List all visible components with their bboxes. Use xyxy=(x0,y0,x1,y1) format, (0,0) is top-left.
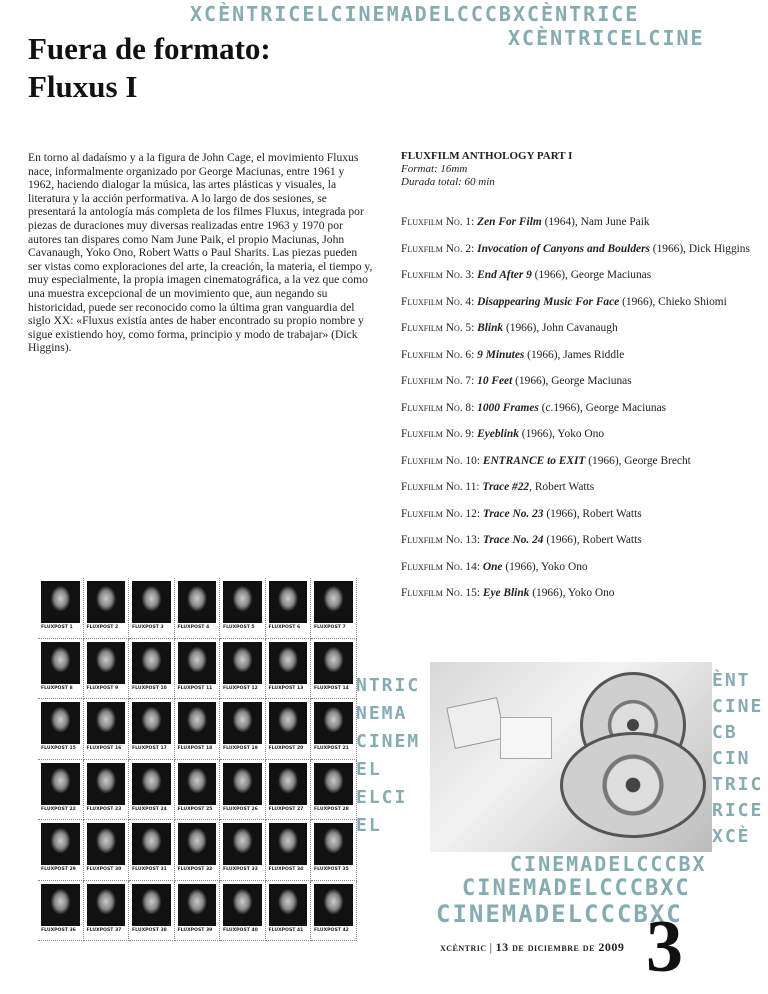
decor-text: CINEMADELCCCBX xyxy=(510,852,707,876)
film-item xyxy=(401,242,750,269)
stamp-label: FLUXPOST 33 xyxy=(223,867,258,872)
stamp-label: FLUXPOST 34 xyxy=(268,867,304,872)
film-details: (1966), George Maciunas xyxy=(531,269,652,281)
stamp-label: FLUXPOST 41 xyxy=(268,927,304,933)
portrait-image xyxy=(269,642,308,684)
portrait-image xyxy=(41,642,80,684)
film-details: (c.1966), George Maciunas xyxy=(538,401,667,414)
portrait-image xyxy=(269,884,308,926)
film-title: Trace No. 23 xyxy=(482,507,544,520)
film-details: (1966), Robert Watts xyxy=(543,507,642,520)
film-details: (1964), Nam June Paik xyxy=(541,216,650,228)
portrait-image xyxy=(132,642,171,684)
film-number: Fluxfilm No. 1: xyxy=(401,216,478,228)
film-number: Fluxfilm No. 14: xyxy=(401,560,483,573)
fluxpost-stamp xyxy=(220,578,266,639)
film-details: (1966), Dick Higgins xyxy=(649,242,750,255)
fluxpost-stamp xyxy=(266,760,312,821)
portrait-image xyxy=(87,702,126,744)
program-info xyxy=(401,150,572,189)
film-details: (1966), James Riddle xyxy=(524,348,625,361)
footer xyxy=(440,940,624,955)
film-item xyxy=(401,507,750,534)
film-number: Fluxfilm No. 4: xyxy=(401,295,478,308)
title-line-1: Fuera de formato: xyxy=(28,31,271,66)
stamp-label: FLUXPOST 16 xyxy=(86,746,122,751)
fluxpost-stamp xyxy=(311,639,357,700)
film-details: (1966), George Maciunas xyxy=(512,375,632,387)
stamp-label: FLUXPOST 39 xyxy=(177,927,213,933)
stamp-label: FLUXPOST 24 xyxy=(132,806,167,812)
program-duration: Durada total: 60 min xyxy=(401,176,495,188)
footer-brand: xcèntric xyxy=(440,940,487,954)
film-item xyxy=(401,427,750,454)
film-details: (1966), Robert Watts xyxy=(543,534,642,546)
stamp-label: FLUXPOST 14 xyxy=(314,685,349,691)
film-item xyxy=(401,401,750,428)
portrait-image xyxy=(87,642,126,684)
fluxpost-stamp xyxy=(38,760,84,821)
film-title: Disappearing Music For Face xyxy=(477,295,620,308)
fluxpost-stamp xyxy=(38,699,84,760)
page-number: 3 xyxy=(646,906,683,988)
film-box xyxy=(446,697,506,749)
portrait-image xyxy=(132,884,171,926)
fluxpost-stamp xyxy=(220,699,266,760)
film-title: ENTRANCE to EXIT xyxy=(482,454,586,467)
film-title: End After 9 xyxy=(477,269,532,281)
film-details: (1966), Yoko Ono xyxy=(502,560,588,573)
stamp-label: FLUXPOST 25 xyxy=(177,806,213,812)
fluxpost-stamp xyxy=(38,881,84,942)
film-title: Invocation of Canyons and Boulders xyxy=(477,242,650,255)
film-number: Fluxfilm No. 12: xyxy=(401,507,483,520)
film-details: (1966), Chieko Shiomi xyxy=(619,295,727,308)
stamp-label: FLUXPOST 9 xyxy=(86,685,119,691)
stamp-label: FLUXPOST 5 xyxy=(223,625,255,630)
stamp-label: FLUXPOST 31 xyxy=(132,867,167,872)
stamp-label: FLUXPOST 15 xyxy=(41,746,76,751)
fluxpost-stamp xyxy=(266,639,312,700)
stamp-label: FLUXPOST 32 xyxy=(177,867,213,872)
fluxpost-stamp xyxy=(220,760,266,821)
stamp-label: FLUXPOST 28 xyxy=(314,806,349,812)
stamp-label: FLUXPOST 36 xyxy=(41,927,76,933)
stamp-label: FLUXPOST 37 xyxy=(86,927,122,933)
portrait-image xyxy=(269,823,308,865)
portrait-image xyxy=(178,702,217,744)
program-title: FLUXFILM ANTHOLOGY PART I xyxy=(401,150,573,162)
fluxpost-stamp xyxy=(175,639,221,700)
film-number: Fluxfilm No. 11: xyxy=(401,481,483,493)
stamp-label: FLUXPOST 30 xyxy=(86,867,122,872)
fluxpost-stamp xyxy=(84,639,130,700)
portrait-image xyxy=(223,884,262,926)
film-item xyxy=(401,454,750,481)
stamp-label: FLUXPOST 38 xyxy=(132,927,167,933)
film-item xyxy=(401,268,750,295)
decor-text: XCÈNTRICELCINEMADELCCCBXCÈNTRICE xyxy=(190,2,640,26)
fluxpost-stamp xyxy=(311,820,357,881)
stamp-label: FLUXPOST 13 xyxy=(268,685,304,691)
film-item xyxy=(401,215,750,242)
fluxpost-stamp xyxy=(84,881,130,942)
fluxpost-stamp xyxy=(129,699,175,760)
film-item xyxy=(401,321,750,348)
decor-text: CINEMADELCCCBXC xyxy=(462,876,691,901)
page-title xyxy=(28,30,271,106)
fluxpost-stamp xyxy=(129,578,175,639)
footer-separator: | xyxy=(489,940,493,954)
portrait-image xyxy=(178,581,217,623)
film-title: 10 Feet xyxy=(477,375,513,387)
portrait-image xyxy=(223,581,262,623)
decor-text: XCÈNTRICELCINE xyxy=(508,26,705,50)
film-number: Fluxfilm No. 8: xyxy=(401,401,478,414)
portrait-image xyxy=(178,763,217,805)
film-number: Fluxfilm No. 3: xyxy=(401,269,478,281)
film-title: 1000 Frames xyxy=(477,401,539,414)
fluxpost-stamp xyxy=(84,578,130,639)
portrait-image xyxy=(41,763,80,805)
fluxpost-stamp xyxy=(129,639,175,700)
stamp-label: FLUXPOST 7 xyxy=(314,625,346,630)
film-title: Eyeblink xyxy=(477,428,519,440)
portrait-image xyxy=(178,823,217,865)
title-line-2: Fluxus I xyxy=(28,69,138,104)
portrait-image xyxy=(178,884,217,926)
stamp-label: FLUXPOST 12 xyxy=(223,685,258,691)
film-title: Eye Blink xyxy=(482,587,530,599)
film-item xyxy=(401,533,750,560)
fluxpost-stamp xyxy=(220,820,266,881)
fluxpost-stamp xyxy=(38,578,84,639)
film-box xyxy=(500,717,552,759)
decor-text: NTRIC NEMA CINEM EL ELCI EL xyxy=(356,675,421,836)
program-format: Format: 16mm xyxy=(401,163,468,175)
film-item xyxy=(401,586,750,613)
portrait-image xyxy=(132,702,171,744)
portrait-image xyxy=(314,884,353,926)
stamp-label: FLUXPOST 20 xyxy=(268,746,304,751)
fluxpost-stamp-sheet xyxy=(38,578,357,941)
film-title: Zen For Film xyxy=(477,216,542,228)
fluxpost-stamp xyxy=(175,760,221,821)
stamp-label: FLUXPOST 23 xyxy=(86,806,122,812)
portrait-image xyxy=(132,581,171,623)
portrait-image xyxy=(87,884,126,926)
fluxpost-stamp xyxy=(266,820,312,881)
portrait-image xyxy=(41,823,80,865)
film-number: Fluxfilm No. 10: xyxy=(401,454,483,467)
film-list xyxy=(401,215,750,613)
film-can xyxy=(560,732,706,838)
film-number: Fluxfilm No. 9: xyxy=(401,428,478,440)
film-item xyxy=(401,348,750,375)
fluxpost-stamp xyxy=(266,578,312,639)
fluxpost-stamp xyxy=(220,639,266,700)
stamp-label: FLUXPOST 42 xyxy=(314,927,349,933)
film-title: Trace No. 24 xyxy=(482,534,544,546)
stamp-label: FLUXPOST 6 xyxy=(268,625,301,630)
film-details: (1966), George Brecht xyxy=(585,454,691,467)
film-item xyxy=(401,480,750,507)
stamp-label: FLUXPOST 40 xyxy=(223,927,258,933)
film-details: (1966), Yoko Ono xyxy=(518,428,605,440)
film-number: Fluxfilm No. 7: xyxy=(401,375,478,387)
portrait-image xyxy=(41,581,80,623)
decor-text: CINEMADELCCCBXC xyxy=(436,900,683,928)
stamp-label: FLUXPOST 18 xyxy=(177,746,213,751)
decor-text: ÈNT CINE CB CIN TRIC RICE XCÈ xyxy=(712,670,764,847)
stamp-label: FLUXPOST 29 xyxy=(41,867,76,872)
intro-paragraph: En torno al dadaísmo y a la figura de John Cage, el movimiento Fluxus nace, informalmente organizado por George Maciunas, entre 1961 y 1962, haciendo dialogar la música, las artes plásticas y visuales, la literatura y la acción performativa. A lo largo de dos sesiones, se presentará la antología más completa de los filmes Fluxus, integrada por piezas de duraciones muy diversas realizadas entre 1963 y 1970 por autores tan dispares como Nam June Paik, el propio Maciunas, John Cavanaugh, Yoko Ono, Robert Watts o Paul Sharits. Las piezas pueden ser vistas como exploraciones del arte, la creación, la materia, el tiempo y, muy especialmente, la propia imagen cinematográfica, a la vez que como una muestra excepcional de un movimiento que, aun negando su historicidad, puede ser reconocido como la última gran vanguardia del siglo XX: «Fluxus existía antes de haber encontrado su propio nombre y sigue existiendo hoy, como forma, principio y modo de trabajar» (Dick Higgins). xyxy=(28,151,373,355)
portrait-image xyxy=(223,823,262,865)
fluxpost-stamp xyxy=(129,881,175,942)
stamp-label: FLUXPOST 26 xyxy=(223,806,258,812)
film-number: Fluxfilm No. 5: xyxy=(401,322,478,334)
portrait-image xyxy=(314,763,353,805)
stamp-label: FLUXPOST 21 xyxy=(314,746,349,751)
portrait-image xyxy=(223,763,262,805)
stamp-label: FLUXPOST 19 xyxy=(223,746,258,751)
portrait-image xyxy=(269,763,308,805)
portrait-image xyxy=(223,702,262,744)
film-number: Fluxfilm No. 13: xyxy=(401,534,483,546)
fluxpost-stamp xyxy=(38,820,84,881)
portrait-image xyxy=(269,702,308,744)
fluxpost-stamp xyxy=(38,639,84,700)
fluxpost-stamp xyxy=(266,699,312,760)
portrait-image xyxy=(178,642,217,684)
film-number: Fluxfilm No. 15: xyxy=(401,587,483,599)
film-details: (1966), Yoko Ono xyxy=(529,587,615,599)
fluxpost-stamp xyxy=(175,881,221,942)
film-reels-photo xyxy=(430,662,712,852)
portrait-image xyxy=(314,581,353,623)
film-number: Fluxfilm No. 6: xyxy=(401,348,478,361)
film-item xyxy=(401,560,750,587)
film-title: Blink xyxy=(477,322,504,334)
portrait-image xyxy=(269,581,308,623)
film-title: Trace #22 xyxy=(482,481,530,493)
portrait-image xyxy=(87,581,126,623)
fluxpost-stamp xyxy=(175,578,221,639)
stamp-label: FLUXPOST 10 xyxy=(132,685,167,691)
fluxpost-stamp xyxy=(266,881,312,942)
fluxpost-stamp xyxy=(84,760,130,821)
portrait-image xyxy=(314,642,353,684)
film-item xyxy=(401,295,750,322)
stamp-label: FLUXPOST 3 xyxy=(132,625,164,630)
fluxpost-stamp xyxy=(129,760,175,821)
portrait-image xyxy=(132,763,171,805)
footer-date: 13 de diciembre de 2009 xyxy=(495,940,625,954)
stamp-label: FLUXPOST 8 xyxy=(41,685,73,691)
stamp-label: FLUXPOST 35 xyxy=(314,867,349,872)
film-item xyxy=(401,374,750,401)
portrait-image xyxy=(41,702,80,744)
stamp-label: FLUXPOST 27 xyxy=(268,806,304,812)
portrait-image xyxy=(132,823,171,865)
fluxpost-stamp xyxy=(84,820,130,881)
stamp-label: FLUXPOST 4 xyxy=(177,625,210,630)
portrait-image xyxy=(223,642,262,684)
fluxpost-stamp xyxy=(311,881,357,942)
stamp-label: FLUXPOST 22 xyxy=(41,806,76,812)
portrait-image xyxy=(314,823,353,865)
portrait-image xyxy=(87,763,126,805)
film-title: 9 Minutes xyxy=(477,348,525,361)
fluxpost-stamp xyxy=(175,820,221,881)
portrait-image xyxy=(41,884,80,926)
film-number: Fluxfilm No. 2: xyxy=(401,242,478,255)
fluxpost-stamp xyxy=(220,881,266,942)
stamp-label: FLUXPOST 11 xyxy=(177,685,213,691)
fluxpost-stamp xyxy=(129,820,175,881)
fluxpost-stamp xyxy=(311,578,357,639)
fluxpost-stamp xyxy=(84,699,130,760)
portrait-image xyxy=(87,823,126,865)
fluxpost-stamp xyxy=(311,699,357,760)
film-details: (1966), John Cavanaugh xyxy=(503,322,618,334)
stamp-label: FLUXPOST 1 xyxy=(41,625,73,630)
film-details: , Robert Watts xyxy=(529,481,595,493)
stamp-label: FLUXPOST 17 xyxy=(132,746,167,751)
portrait-image xyxy=(314,702,353,744)
fluxpost-stamp xyxy=(175,699,221,760)
stamp-label: FLUXPOST 2 xyxy=(86,625,119,630)
film-title: One xyxy=(482,560,503,573)
fluxpost-stamp xyxy=(311,760,357,821)
